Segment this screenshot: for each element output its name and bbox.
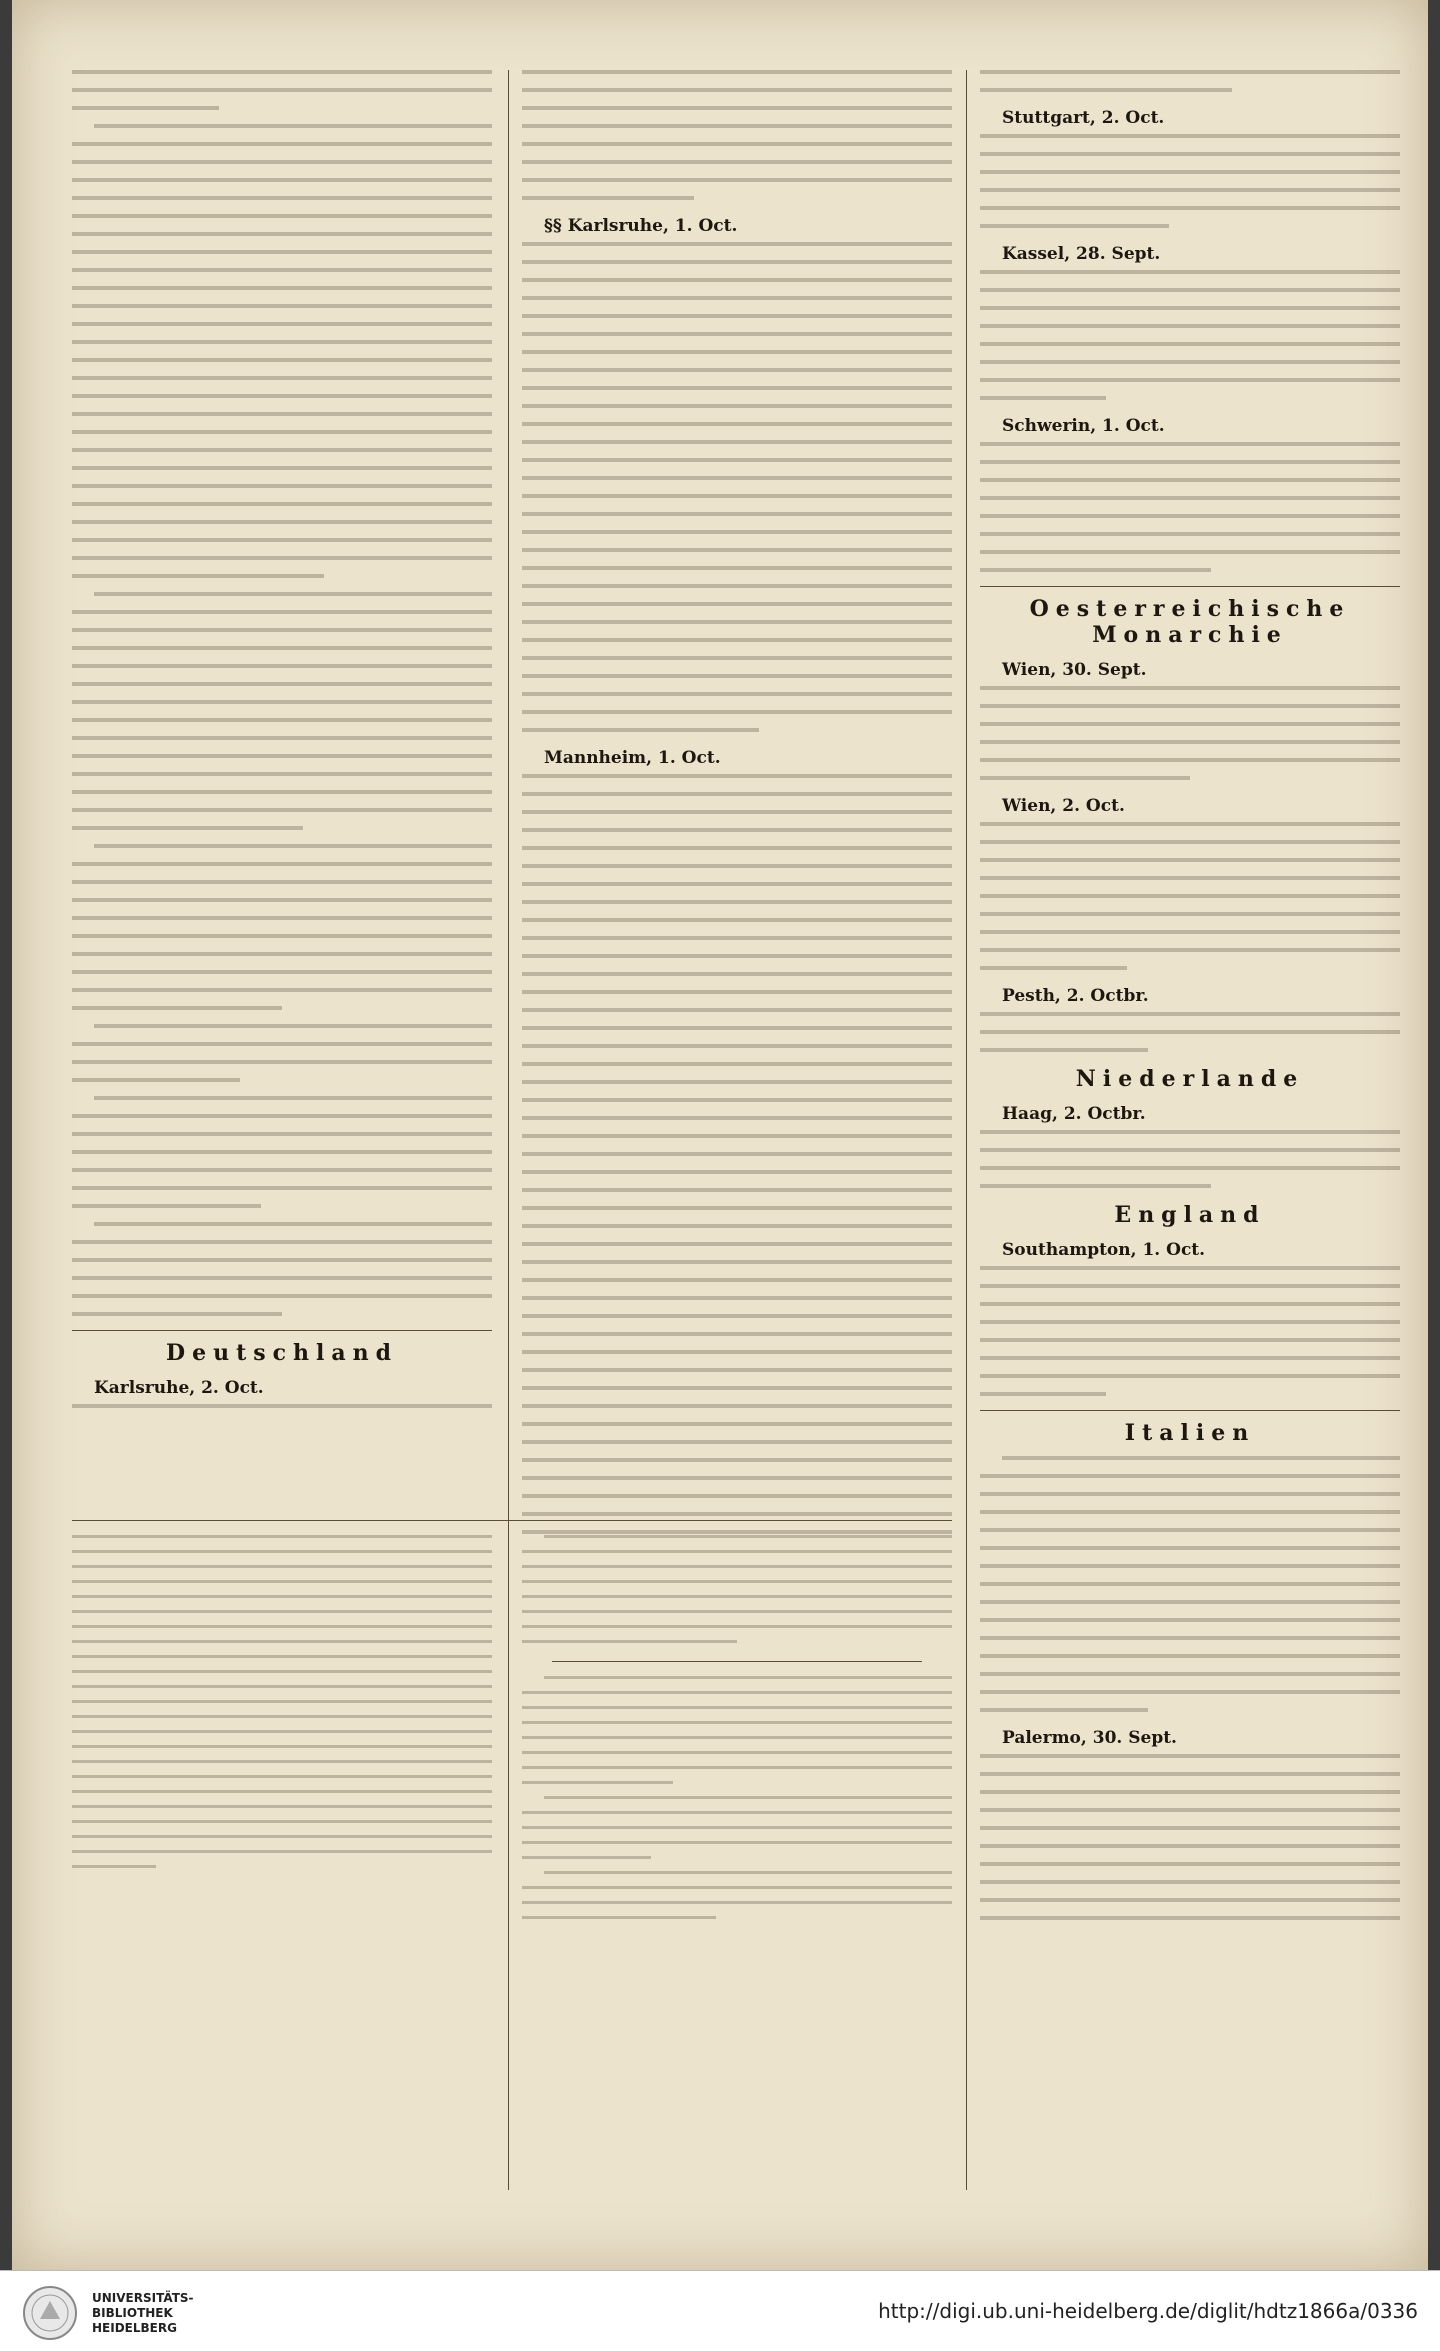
column-rule bbox=[508, 70, 509, 2190]
text-block bbox=[72, 592, 492, 830]
text-block bbox=[522, 70, 952, 200]
dateline-wien-2: Wien, 2. Oct. bbox=[1002, 796, 1125, 816]
text-block bbox=[72, 1404, 492, 1408]
dateline-karlsruhe: Karlsruhe, 2. Oct. bbox=[94, 1378, 264, 1398]
section-heading-niederlande: Niederlande bbox=[1075, 1066, 1305, 1092]
library-name-line: UNIVERSITÄTS- bbox=[92, 2291, 194, 2305]
text-block bbox=[522, 242, 952, 732]
dateline-mannheim: Mannheim, 1. Oct. bbox=[544, 748, 721, 768]
newspaper-page bbox=[12, 0, 1428, 2270]
text-block bbox=[980, 1456, 1400, 1712]
text-block bbox=[72, 1535, 492, 1868]
text-block bbox=[72, 844, 492, 1010]
feuilleton-divider bbox=[552, 1661, 922, 1662]
dateline-palermo: Palermo, 30. Sept. bbox=[1002, 1728, 1177, 1748]
text-block bbox=[980, 442, 1400, 572]
text-block bbox=[980, 1266, 1400, 1396]
section-rule bbox=[980, 586, 1400, 587]
text-block bbox=[980, 1130, 1400, 1188]
permalink-url[interactable]: http://digi.ub.uni-heidelberg.de/diglit/hdtz1866a/0336 bbox=[878, 2299, 1418, 2323]
column-3 bbox=[980, 70, 1400, 1934]
text-block bbox=[72, 124, 492, 578]
section-heading-deutschland: Deutschland bbox=[166, 1340, 398, 1366]
column-rule bbox=[966, 70, 967, 2190]
section-heading-england: England bbox=[1114, 1202, 1266, 1228]
text-block bbox=[522, 1676, 952, 1784]
library-footer bbox=[0, 2270, 1440, 2351]
text-block bbox=[522, 1796, 952, 1859]
text-block bbox=[72, 1096, 492, 1208]
dateline-pesth: Pesth, 2. Octbr. bbox=[1002, 986, 1149, 1006]
dateline-wien: Wien, 30. Sept. bbox=[1002, 660, 1147, 680]
text-block bbox=[980, 1012, 1400, 1052]
dateline-karlsruhe-2: §§ Karlsruhe, 1. Oct. bbox=[544, 216, 738, 236]
library-name-line: BIBLIOTHEK bbox=[92, 2306, 173, 2320]
dateline-schwerin: Schwerin, 1. Oct. bbox=[1002, 416, 1165, 436]
text-block bbox=[980, 1754, 1400, 1920]
dateline-kassel: Kassel, 28. Sept. bbox=[1002, 244, 1161, 264]
text-block bbox=[980, 134, 1400, 228]
text-block bbox=[522, 1535, 952, 1643]
text-block bbox=[72, 1024, 492, 1082]
text-block bbox=[980, 686, 1400, 780]
section-rule bbox=[72, 1330, 492, 1331]
text-block bbox=[980, 822, 1400, 970]
section-rule bbox=[980, 1410, 1400, 1411]
feuilleton-column-1 bbox=[72, 1535, 492, 1880]
library-name-line: HEIDELBERG bbox=[92, 2321, 177, 2335]
text-block bbox=[522, 1871, 952, 1919]
text-block bbox=[72, 1222, 492, 1316]
section-heading-italien: Italien bbox=[1124, 1420, 1256, 1446]
column-1 bbox=[72, 70, 492, 1422]
text-block bbox=[522, 774, 952, 1534]
column-2 bbox=[522, 70, 952, 1548]
library-name bbox=[92, 2291, 194, 2336]
text-block bbox=[980, 70, 1400, 92]
feuilleton-rule bbox=[72, 1520, 952, 1521]
section-heading-oesterreich: Oesterreichische Monarchie bbox=[1029, 596, 1351, 648]
university-seal-icon bbox=[22, 2285, 78, 2341]
text-block bbox=[980, 270, 1400, 400]
dateline-southampton: Southampton, 1. Oct. bbox=[1002, 1240, 1206, 1260]
dateline-haag: Haag, 2. Octbr. bbox=[1002, 1104, 1146, 1124]
feuilleton-column-2 bbox=[522, 1535, 952, 1931]
text-block bbox=[72, 70, 492, 110]
dateline-stuttgart: Stuttgart, 2. Oct. bbox=[1002, 108, 1165, 128]
